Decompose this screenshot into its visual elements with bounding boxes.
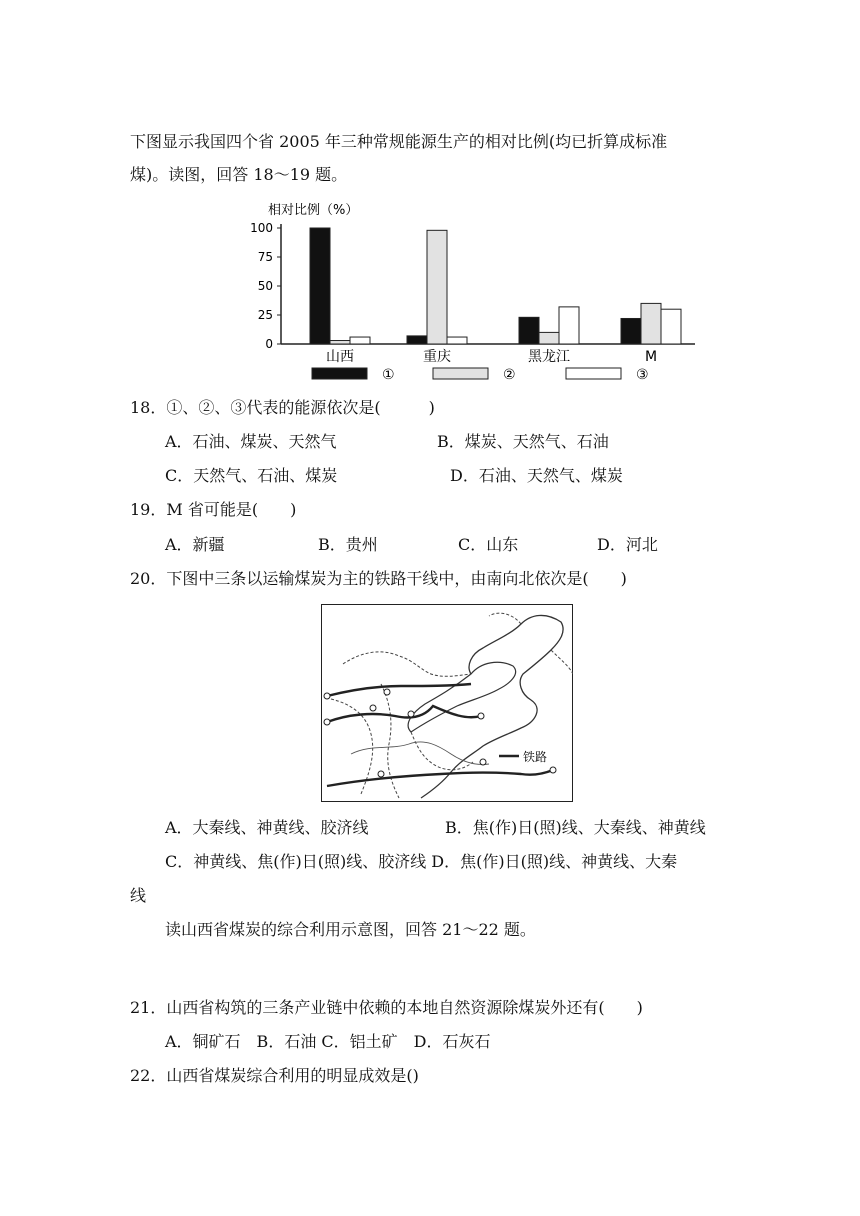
bar-黑龙江-series-1 xyxy=(519,317,539,344)
energy-bar-chart xyxy=(240,198,700,383)
q19-option-c[interactable]: C．山东 xyxy=(458,535,519,554)
x-category-label: 山西 xyxy=(326,349,354,365)
q20-stem: 20．下图中三条以运输煤炭为主的铁路干线中，由南向北依次是( ) xyxy=(130,569,627,588)
y-tick-label: 25 xyxy=(257,308,273,322)
q22-stem: 22．山西省煤炭综合利用的明显成效是() xyxy=(130,1066,419,1085)
bar-山西-series-1 xyxy=(310,228,330,344)
q20-option-d-wrap: 线 xyxy=(130,886,147,905)
q19-option-d[interactable]: D．河北 xyxy=(597,535,658,554)
bar-重庆-series-1 xyxy=(407,336,427,344)
q19-stem: 19．M 省可能是( ) xyxy=(130,500,297,519)
bar-重庆-series-3 xyxy=(447,337,467,344)
intro-line-2: 煤)。读图，回答 18～19 题。 xyxy=(130,165,348,184)
railway-map xyxy=(321,604,573,802)
x-category-label: M xyxy=(644,349,658,365)
bar-山西-series-2 xyxy=(330,341,350,344)
map-city xyxy=(370,705,376,711)
legend-label: ① xyxy=(382,367,395,383)
legend-swatch xyxy=(312,368,367,379)
bar-M-series-1 xyxy=(621,318,641,344)
q19-option-b[interactable]: B．贵州 xyxy=(318,535,378,554)
x-category-label: 黑龙江 xyxy=(528,349,570,365)
map-city xyxy=(324,719,330,725)
legend-label: ② xyxy=(503,367,516,383)
bar-黑龙江-series-3 xyxy=(559,307,579,344)
map-city xyxy=(384,689,390,695)
legend-swatch xyxy=(566,368,621,379)
legend-label: ③ xyxy=(636,367,649,383)
q18-stem: 18．①、②、③代表的能源依次是( ) xyxy=(130,398,435,417)
map-city xyxy=(478,713,484,719)
map-legend-label: 铁路 xyxy=(523,750,548,764)
bar-M-series-3 xyxy=(661,309,681,344)
q18-option-b[interactable]: B．煤炭、天然气、石油 xyxy=(437,432,609,451)
q19-option-a[interactable]: A．新疆 xyxy=(165,535,225,554)
chart-ylabel: 相对比例（%） xyxy=(268,203,359,218)
x-category-label: 重庆 xyxy=(423,349,451,365)
map-city xyxy=(408,711,414,717)
q21-stem: 21．山西省构筑的三条产业链中依赖的本地自然资源除煤炭外还有( ) xyxy=(130,998,643,1017)
q20-option-a[interactable]: A．大秦线、神黄线、胶济线 xyxy=(165,818,369,837)
map-city xyxy=(550,767,556,773)
intro-21-22: 读山西省煤炭的综合利用示意图，回答 21～22 题。 xyxy=(165,920,536,939)
q18-option-a[interactable]: A．石油、煤炭、天然气 xyxy=(165,432,337,451)
intro-line-1: 下图显示我国四个省 2005 年三种常规能源生产的相对比例(均已折算成标准 xyxy=(130,132,668,151)
q20-option-cd[interactable]: C．神黄线、焦(作)日(照)线、胶济线 D．焦(作)日(照)线、神黄线、大秦 xyxy=(165,852,678,871)
map-city xyxy=(324,693,330,699)
y-tick-label: 50 xyxy=(257,279,273,293)
bar-M-series-2 xyxy=(641,303,661,344)
bar-重庆-series-2 xyxy=(427,230,447,344)
q20-option-b[interactable]: B．焦(作)日(照)线、大秦线、神黄线 xyxy=(445,818,706,837)
bar-黑龙江-series-2 xyxy=(539,332,559,344)
q18-option-d[interactable]: D．石油、天然气、煤炭 xyxy=(450,466,623,485)
y-tick-label: 100 xyxy=(250,221,273,235)
y-tick-label: 75 xyxy=(257,250,273,264)
q18-option-c[interactable]: C．天然气、石油、煤炭 xyxy=(165,466,338,485)
q21-options[interactable]: A．铜矿石 B．石油 C．铝土矿 D．石灰石 xyxy=(165,1032,491,1051)
map-city xyxy=(378,771,384,777)
legend-swatch xyxy=(433,368,488,379)
y-tick-label: 0 xyxy=(265,337,273,351)
map-city xyxy=(480,759,486,765)
bar-山西-series-3 xyxy=(350,337,370,344)
